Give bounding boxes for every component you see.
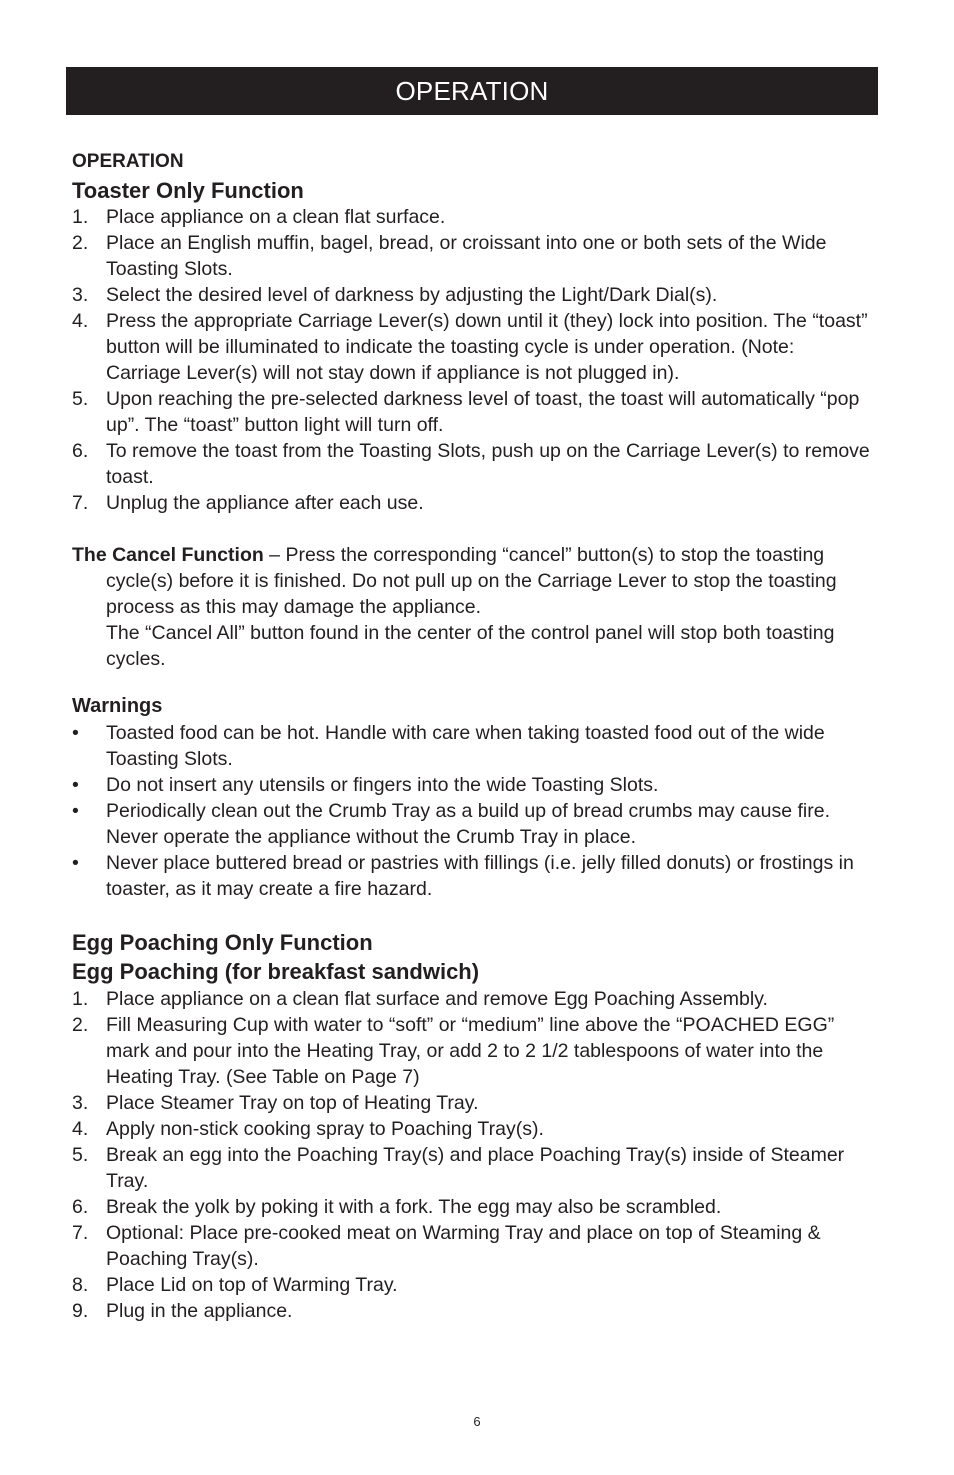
list-item — [72, 1090, 872, 1116]
bullet: • — [72, 722, 79, 744]
step-text: Break the yolk by poking it with a fork. The egg may also be scrambled. — [106, 1196, 722, 1218]
list-item — [72, 798, 872, 850]
step-text: Unplug the appliance after each use. — [106, 492, 424, 514]
warning-text: Never place buttered bread or pastries with fillings (i.e. jelly filled donuts) or frostings in toaster, as it may create a fire hazard. — [106, 852, 854, 900]
step-number: 2. — [72, 1014, 89, 1036]
step-text: Fill Measuring Cup with water to “soft” or “medium” line above the “POACHED EGG” mark and pour into the Heating Tray, or add 2 to 2 1/2 tablespoons of water into the Heating Tray. (See Table on Page 7) — [106, 1014, 835, 1088]
step-text: Plug in the appliance. — [106, 1300, 293, 1322]
cancel-function-paragraph — [72, 542, 872, 672]
step-text: Place Steamer Tray on top of Heating Tray. — [106, 1092, 479, 1114]
toaster-subheading: Toaster Only Function — [72, 178, 304, 203]
warning-text: Toasted food can be hot. Handle with care when taking toasted food out of the wide Toasting Slots. — [106, 722, 825, 770]
list-item — [72, 1220, 872, 1272]
step-number: 7. — [72, 1222, 89, 1244]
list-item — [72, 1142, 872, 1194]
section-banner — [66, 67, 878, 115]
page-content — [72, 148, 872, 1324]
step-number: 5. — [72, 1144, 89, 1166]
step-text: Upon reaching the pre-selected darkness level of toast, the toast will automatically “pop up”. The “toast” button light will turn off. — [106, 388, 860, 436]
banner-title: OPERATION — [395, 75, 549, 106]
warning-text: Do not insert any utensils or fingers into the wide Toasting Slots. — [106, 774, 659, 796]
list-item — [72, 438, 872, 490]
cancel-all-text: The “Cancel All” button found in the center of the control panel will stop both toasting cycles. — [106, 622, 835, 670]
warnings-list — [72, 720, 872, 902]
list-item — [72, 1116, 872, 1142]
list-item — [72, 230, 872, 282]
step-text: Place Lid on top of Warming Tray. — [106, 1274, 398, 1296]
list-item — [72, 386, 872, 438]
step-text: Optional: Place pre-cooked meat on Warming Tray and place on top of Steaming & Poaching Tray(s). — [106, 1222, 821, 1270]
step-number: 2. — [72, 232, 89, 254]
egg-poaching-subheading: Egg Poaching (for breakfast sandwich) — [72, 959, 480, 984]
step-number: 3. — [72, 284, 89, 306]
step-number: 4. — [72, 1118, 89, 1140]
list-item — [72, 204, 872, 230]
step-text: Apply non-stick cooking spray to Poaching Tray(s). — [106, 1118, 544, 1140]
step-number: 8. — [72, 1274, 89, 1296]
step-text: Place an English muffin, bagel, bread, or croissant into one or both sets of the Wide Toasting Slots. — [106, 232, 827, 280]
toaster-steps-list — [72, 204, 872, 516]
step-text: To remove the toast from the Toasting Slots, push up on the Carriage Lever(s) to remove toast. — [106, 440, 870, 488]
cancel-function-text: – Press the corresponding “cancel” button(s) to stop the toasting cycle(s) before it is finished. Do not pull up on the Carriage Lever to stop the toasting process as this may damage the appliance. — [106, 544, 837, 618]
list-item — [72, 308, 872, 386]
step-text: Break an egg into the Poaching Tray(s) and place Poaching Tray(s) inside of Steamer Tray. — [106, 1144, 845, 1192]
step-number: 1. — [72, 206, 89, 228]
list-item — [72, 282, 872, 308]
egg-poaching-heading: Egg Poaching Only Function — [72, 930, 373, 955]
step-text: Select the desired level of darkness by adjusting the Light/Dark Dial(s). — [106, 284, 718, 306]
list-item — [72, 720, 872, 772]
list-item — [72, 1298, 872, 1324]
operation-heading: OPERATION — [72, 151, 184, 172]
bullet: • — [72, 800, 79, 822]
list-item — [72, 772, 872, 798]
list-item — [72, 1194, 872, 1220]
list-item — [72, 490, 872, 516]
step-text: Place appliance on a clean flat surface. — [106, 206, 446, 228]
bullet: • — [72, 852, 79, 874]
warning-text: Periodically clean out the Crumb Tray as a build up of bread crumbs may cause fire. Never operate the appliance without the Crumb Tray in place. — [106, 800, 831, 848]
step-text: Press the appropriate Carriage Lever(s) down until it (they) lock into position. The “toast” button will be illuminated to indicate the toasting cycle is under operation. (Note: Carriage Lever(s) will not stay down if appliance is not plugged in). — [106, 310, 868, 384]
list-item — [72, 1272, 872, 1298]
bullet: • — [72, 774, 79, 796]
step-number: 3. — [72, 1092, 89, 1114]
step-number: 7. — [72, 492, 89, 514]
step-number: 1. — [72, 988, 89, 1010]
cancel-function-label: The Cancel Function — [72, 544, 264, 566]
warnings-heading: Warnings — [72, 695, 163, 717]
step-text: Place appliance on a clean flat surface and remove Egg Poaching Assembly. — [106, 988, 768, 1010]
egg-steps-list — [72, 986, 872, 1324]
page-number: 6 — [473, 1414, 481, 1429]
step-number: 6. — [72, 1196, 89, 1218]
step-number: 6. — [72, 440, 89, 462]
list-item — [72, 1012, 872, 1090]
step-number: 9. — [72, 1300, 89, 1322]
step-number: 5. — [72, 388, 89, 410]
list-item — [72, 850, 872, 902]
list-item — [72, 986, 872, 1012]
step-number: 4. — [72, 310, 89, 332]
